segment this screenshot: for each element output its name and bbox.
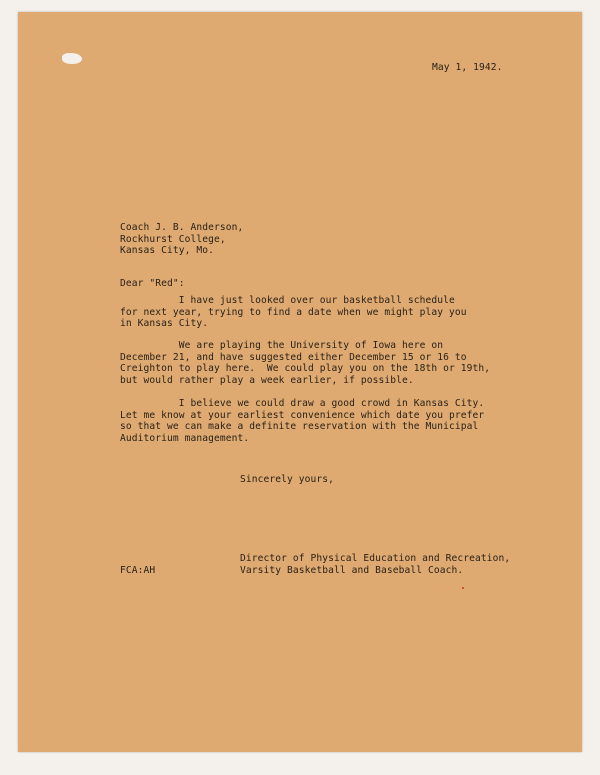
signature-block: [240, 553, 510, 576]
letter-date: May 1, 1942.: [432, 62, 503, 73]
recipient-line-name: Coach J. B. Anderson,: [120, 222, 244, 233]
recipient-line-city: Kansas City, Mo.: [120, 245, 215, 257]
body-paragraph-3: I believe we could draw a good crowd in Kansas City. Let me know at your earliest convenience which date you prefer so that we can make a definite reservation with the Municipal Auditorium management.: [120, 398, 485, 444]
recipient-address: [120, 222, 243, 257]
reference-initials: FCA:AH: [120, 565, 156, 576]
signature-title-2: Varsity Basketball and Baseball Coach.: [240, 564, 464, 576]
body-paragraph-1: I have just looked over our basketball schedule for next year, trying to find a date when we might play you in Kansas City.: [120, 295, 467, 330]
signature-title-1: Director of Physical Education and Recreation,: [240, 553, 511, 564]
complimentary-closing: Sincerely yours,: [240, 474, 335, 485]
body-paragraph-2: We are playing the University of Iowa here on December 21, and have suggested either December 15 or 16 to Creighton to play here. We could play you on the 18th or 19th, but would rather play a week earlier, if possible.: [120, 340, 491, 386]
paper-tear-mark: [62, 53, 82, 64]
salutation: Dear "Red":: [120, 278, 185, 289]
recipient-line-college: Rockhurst College,: [120, 233, 226, 245]
red-ink-speck: [462, 587, 464, 589]
